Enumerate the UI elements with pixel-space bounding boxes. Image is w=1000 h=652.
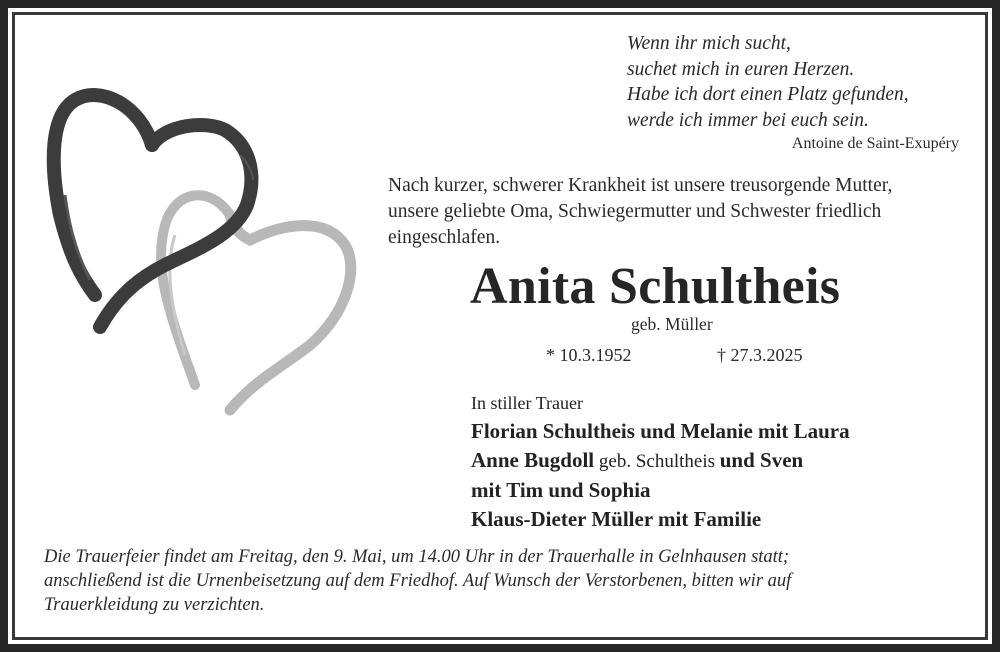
obituary-border-gap [8,8,992,644]
intro-line: unsere geliebte Oma, Schwiegermutter und Schwester friedlich [388,201,882,222]
two-hearts-icon [25,65,375,425]
quote-author: Antoine de Saint-Exupéry [791,135,959,152]
mourner-line [471,417,991,446]
light-heart-icon [161,195,351,410]
ceremony-info [44,545,984,617]
memorial-quote [627,31,967,133]
intro-line: Nach kurzer, schwerer Krankheit ist unsere treusorgende Mutter, [388,175,893,196]
mourner-partner: und Sven [719,447,804,472]
death-date: † 27.3.2025 [717,345,803,365]
mourners-block [471,389,991,533]
mourner-name: Anne Bugdoll [471,447,595,472]
quote-line: suchet mich in euren Herzen. [627,58,855,80]
ceremony-line: Trauerkleidung zu verzichten. [44,595,265,615]
quote-line: Habe ich dort einen Platz gefunden, [627,84,909,105]
mourner-name: mit Tim und Sophia [471,478,651,502]
mourner-line [471,476,991,505]
mourner-maiden-name: geb. Schultheis [594,450,720,472]
mourner-name: Klaus-Dieter Müller mit Familie [471,506,762,531]
ceremony-line: Die Trauerfeier findet am Freitag, den 9. Mai, um 14.00 Uhr in der Trauerhalle in Gelnhausen statt; [44,547,790,567]
mourner-name: Florian Schultheis und Melanie mit Laura [471,419,850,443]
obituary-notice [12,12,988,640]
birth-date: * 10.3.1952 [546,345,632,365]
intro-text [388,173,988,251]
quote-line: Wenn ihr mich sucht, [627,33,791,54]
maiden-name: geb. Müller [631,314,713,334]
mourners-intro: In stiller Trauer [471,393,583,413]
deceased-name: Anita Schultheis [470,258,841,315]
intro-line: eingeschlafen. [388,227,501,248]
ceremony-line: anschließend ist die Urnenbeisetzung auf dem Friedhof. Auf Wunsch der Verstorbenen, bitten wir auf [44,571,792,591]
mourner-line [471,446,991,477]
mourner-line [471,505,991,534]
quote-line: werde ich immer bei euch sein. [627,109,869,131]
